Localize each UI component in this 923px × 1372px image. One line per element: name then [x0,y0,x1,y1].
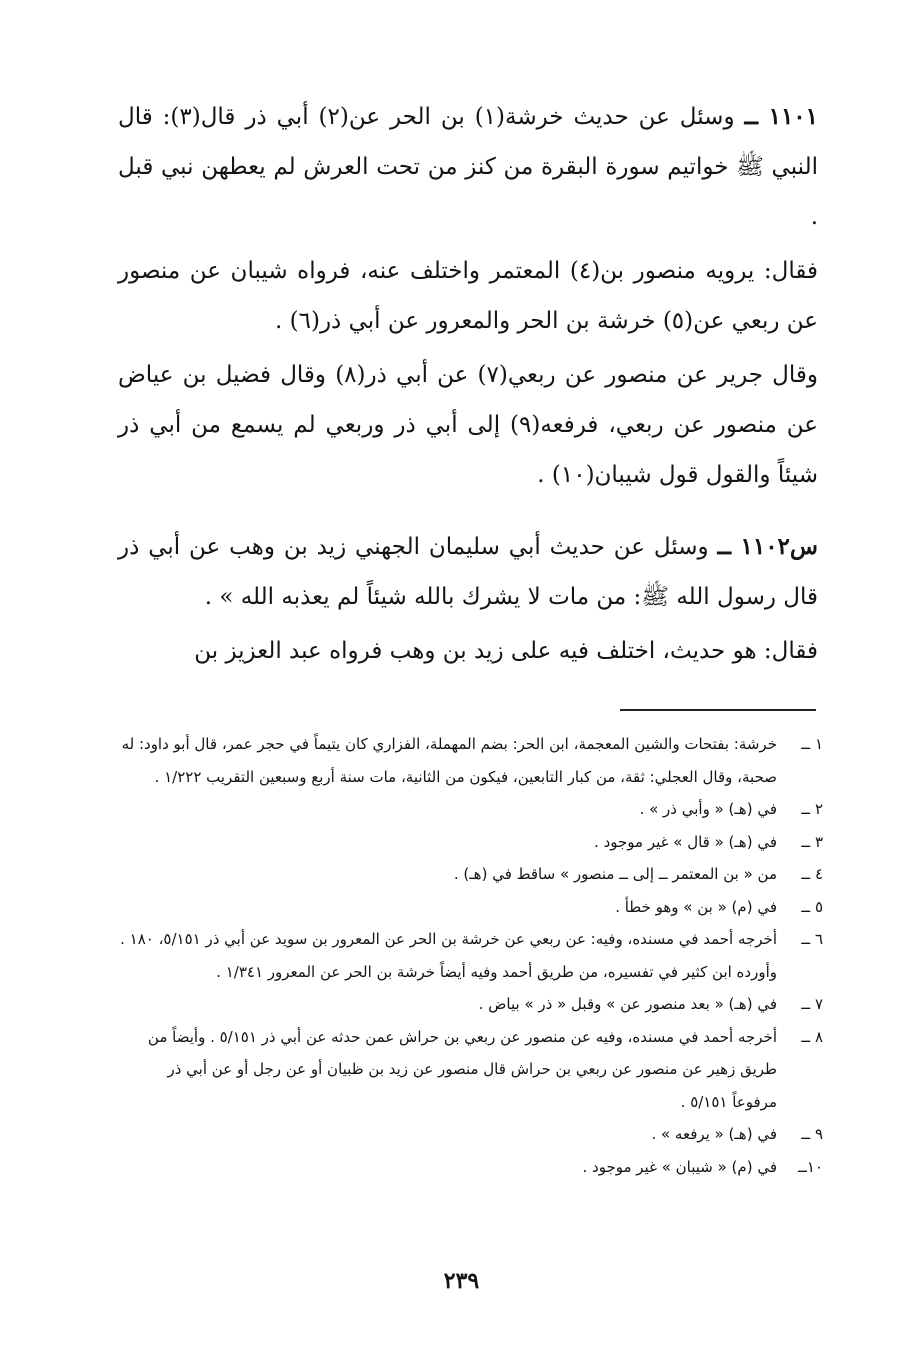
footnote-text: في (هـ) « قال » غير موجود . [594,832,777,851]
footnote-number: ١ ــ [801,735,823,753]
footnote-number: ٥ ــ [801,897,823,916]
footnote-number: ٨ ــ [801,1027,823,1046]
entry-number: ١١٠١ ــ [744,103,819,130]
footnote-3 [118,826,823,859]
footnote-7 [118,988,823,1021]
footnote-10 [118,1151,823,1184]
footnote-1 [118,728,823,793]
footnote-divider [620,709,816,711]
footnote-text: خرشة: بفتحات والشين المعجمة، ابن الحر: بضم المهملة، الفزاري كان يتيماً في حجر عمر، قال أبو داود: له صحبة، وقال العجلي: ثقة، من كبار التابعين، فيكون من الثانية، مات سنة أربع وسبعين التقريب ١/٢٢٢ . [121,735,777,786]
footnote-number: ٩ ــ [801,1125,823,1143]
paragraph-1102 [118,522,818,622]
paragraph-text: فقال: يرويه منصور بن(٤) المعتمر واختلف عنه، فرواه شيبان عن منصور عن ربعي عن(٥) خرشة بن الحر والمعرور عن أبي ذر(٦) . [118,258,818,334]
footnote-9 [118,1118,823,1151]
paragraph-answer-3 [118,626,818,676]
paragraph-answer-1 [118,246,818,346]
paragraph-text: وقال جرير عن منصور عن ربعي(٧) عن أبي ذر(٨) وقال فضيل بن عياض عن منصور عن ربعي، فرفعه(٩) إلى أبي ذر وربعي لم يسمع من أبي ذر شيئاً والقول قول شيبان(١٠) . [118,362,818,488]
footnotes [118,728,823,1183]
page-number: ٢٣٩ [443,1268,480,1294]
footnote-text: وأورده ابن كثير في تفسيره، من طريق أحمد وفيه أيضاً خرشة بن الحر عن المعرور ١/٣٤١ . [216,962,777,981]
footnote-5 [118,891,823,924]
footnote-6 [118,923,823,956]
footnote-text: في (م) « بن » وهو خطأ . [615,897,777,916]
footnote-text: من « بن المعتمر ــ إلى ــ منصور » ساقط في (هـ) . [453,865,777,883]
paragraph-1101 [118,92,818,242]
footnote-text: في (هـ) « يرفعه » . [651,1125,777,1143]
entry-number: س١١٠٢ ــ [717,533,818,560]
footnote-4 [118,858,823,891]
footnote-number: ٤ ــ [801,865,823,883]
footnote-number: ١٠ــ [798,1157,823,1176]
paragraph-answer-2 [118,350,818,500]
footnote-8 [118,1021,823,1119]
footnote-number: ٣ ــ [801,832,823,851]
paragraph-text: وسئل عن حديث خرشة(١) بن الحر عن(٢) أبي ذر قال(٣): قال النبي ﷺ خواتيم سورة البقرة من كنز من تحت العرش لم يعطهن نبي قبل . [118,104,818,230]
footnote-6-continued [118,956,823,989]
footnote-text: في (هـ) « وأبي ذر » . [639,800,777,818]
footnote-number: ٢ ــ [801,800,823,818]
footnote-text: أخرجه أحمد في مسنده، وفيه: عن ربعي عن خرشة بن الحر عن المعرور بن سويد عن أبي ذر ٥/١٥١، ١٨٠ . [120,930,777,948]
paragraph-text: فقال: هو حديث، اختلف فيه على زيد بن وهب فرواه عبد العزيز بن [194,638,818,664]
footnote-2 [118,793,823,826]
paragraph-text: وسئل عن حديث أبي سليمان الجهني زيد بن وهب عن أبي ذر قال رسول الله ﷺ: من مات لا يشرك بالله شيئاً لم يعذبه الله » . [118,534,818,610]
footnote-text: أخرجه أحمد في مسنده، وفيه عن منصور عن ربعي بن حراش عمن حدثه عن أبي ذر ٥/١٥١ . وأيضاً من طريق زهير عن منصور عن ربعي بن حراش قال منصور عن زيد بن ظبيان أو عن رجل أو عن أبي ذر مرفوعاً ٥/١٥١ . [147,1027,777,1111]
footnote-text: في (م) « شيبان » غير موجود . [582,1157,777,1176]
footnote-text: في (هـ) « بعد منصور عن » وقبل « ذر » بياض . [478,995,777,1013]
main-text [118,92,818,680]
footnote-number: ٦ ــ [801,930,823,948]
footnote-number: ٧ ــ [801,995,823,1013]
